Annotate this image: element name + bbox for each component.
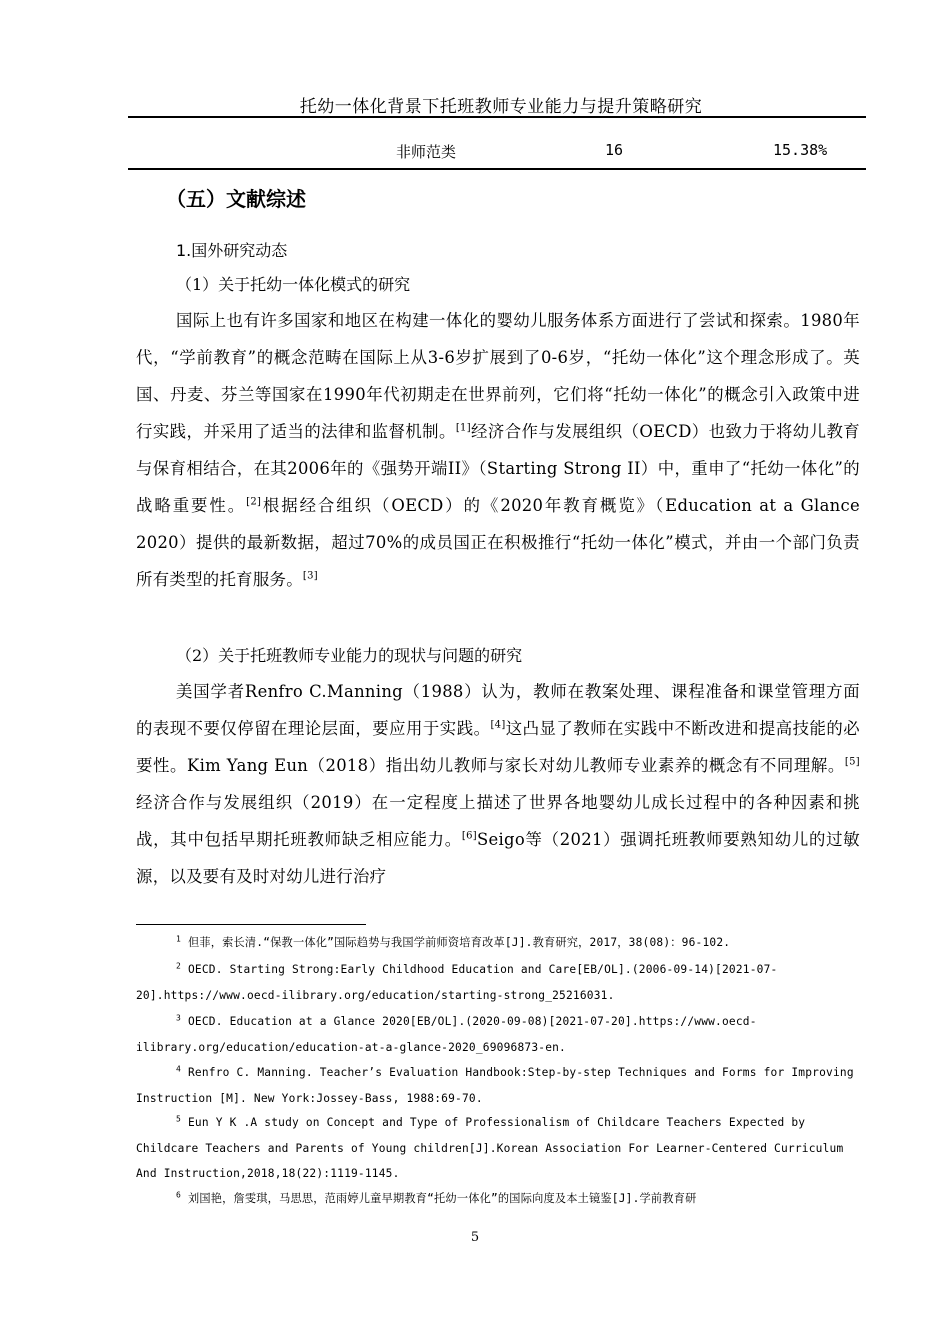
citation-3: [3] [302, 570, 318, 582]
sub-subsection-heading-2: （2）关于托班教师专业能力的现状与问题的研究 [176, 646, 523, 665]
footnote-text: Eun Y K .A study on Concept and Type of Professionalism of Childcare Teachers Expected by Childcare Teachers and Parents of Young children[J].Korean Association For Learner-Centered Curriculum And Instruction,2018,18(22):1119-1145. [136, 1116, 844, 1181]
paragraph-2 [136, 673, 860, 895]
paragraph-2-text-d: Seigo等（2021）强调托班教师要熟知幼儿的过敏源，以及要有及时对幼儿进行治疗 [136, 830, 860, 886]
paragraph-2-text-c: 经济合作与发展组织（2019）在一定程度上描述了世界各地婴幼儿成长过程中的各种因素和挑战，其中包括早期托班教师缺乏相应能力。 [136, 793, 860, 849]
paragraph-1 [136, 302, 860, 598]
footnote-mark: 1 [176, 934, 182, 944]
paragraph-1-text-c: 根据经合组织（OECD）的《2020年教育概览》（Education at a Glance 2020）提供的最新数据，超过70%的成员国正在积极推行“托幼一体化”模式，并由一个部门负责所有类型的托育服务。 [136, 496, 860, 589]
table-cell-count: 16 [605, 141, 624, 159]
footnote-text: 刘国艳，詹雯琪，马思思，范雨婷儿童早期教育“托幼一体化”的国际向度及本土镜鉴[J].学前教育研 [187, 1192, 697, 1205]
footnote-1 [136, 930, 860, 956]
header-rule [128, 116, 866, 118]
table-cell-category: 非师范类 [396, 143, 457, 161]
footnote-separator [136, 924, 366, 925]
citation-1: [1] [455, 422, 471, 434]
footnote-text: OECD. Starting Strong:Early Childhood Education and Care[EB/OL].(2006-09-14)[2021-07-20].https://www.oecd-ilibrary.org/education/starting-strong_25216031. [136, 963, 778, 1002]
footnote-mark: 6 [176, 1190, 182, 1200]
section-title: （五）文献综述 [166, 187, 306, 211]
citation-4: [4] [490, 719, 506, 731]
footnote-mark: 2 [176, 961, 182, 971]
citation-6: [6] [461, 830, 477, 842]
footnote-text: Renfro C. Manning. Teacher’s Evaluation Handbook:Step-by-step Techniques and Forms for Improving Instruction [M]. New York:Jossey-Bass, 1988:69-70. [136, 1066, 854, 1105]
table-row [128, 140, 866, 164]
citation-5: [5] [844, 756, 860, 768]
table-bottom-rule [128, 168, 866, 170]
subsection-heading: 1.国外研究动态 [176, 241, 288, 260]
paragraph-1-text-a: 国际上也有许多国家和地区在构建一体化的婴幼儿服务体系方面进行了尝试和探索。1980年代，“学前教育”的概念范畴在国际上从3-6岁扩展到了0-6岁，“托幼一体化”这个理念形成了。英国、丹麦、芬兰等国家在1990年代初期走在世界前列，它们将“托幼一体化”的概念引入政策中进行实践，并采用了适当的法律和监督机制。 [136, 311, 860, 441]
footnote-6 [136, 1186, 860, 1212]
footnote-4 [136, 1060, 860, 1111]
running-header: 托幼一体化背景下托班教师专业能力与提升策略研究 [299, 97, 703, 117]
footnote-mark: 3 [176, 1013, 182, 1023]
citation-2: [2] [246, 496, 262, 508]
footnote-3 [136, 1009, 860, 1060]
paragraph-2-text-a: 美国学者Renfro C.Manning（1988）认为，教师在教案处理、课程准备和课堂管理方面的表现不要仅停留在理论层面，要应用于实践。 [136, 682, 860, 738]
paragraph-1-text-b: 经济合作与发展组织（OECD）也致力于将幼儿教育与保育相结合，在其2006年的《强势开端II》（Starting Strong II）中，重申了“托幼一体化”的战略重要性。 [136, 422, 860, 515]
footnote-text: OECD. Education at a Glance 2020[EB/OL].(2020-09-08)[2021-07-20].https://www.oecd-ilibrary.org/education/education-at-a-glance-2020_69096873-en. [136, 1015, 757, 1054]
footnote-5 [136, 1110, 860, 1187]
table-cell-percent: 15.38% [773, 141, 828, 159]
footnote-mark: 4 [176, 1064, 182, 1074]
paragraph-2-text-b: 这凸显了教师在实践中不断改进和提高技能的必要性。Kim Yang Eun（2018）指出幼儿教师与家长对幼儿教师专业素养的概念有不同理解。 [136, 719, 860, 775]
footnote-text: 但菲，索长清.“保教一体化”国际趋势与我国学前师资培育改革[J].教育研究，2017，38(08)：96-102. [187, 936, 731, 949]
sub-subsection-heading-1: （1）关于托幼一体化模式的研究 [176, 275, 411, 294]
page-number: 5 [470, 1230, 480, 1245]
footnote-2 [136, 957, 860, 1008]
footnote-mark: 5 [176, 1114, 182, 1124]
